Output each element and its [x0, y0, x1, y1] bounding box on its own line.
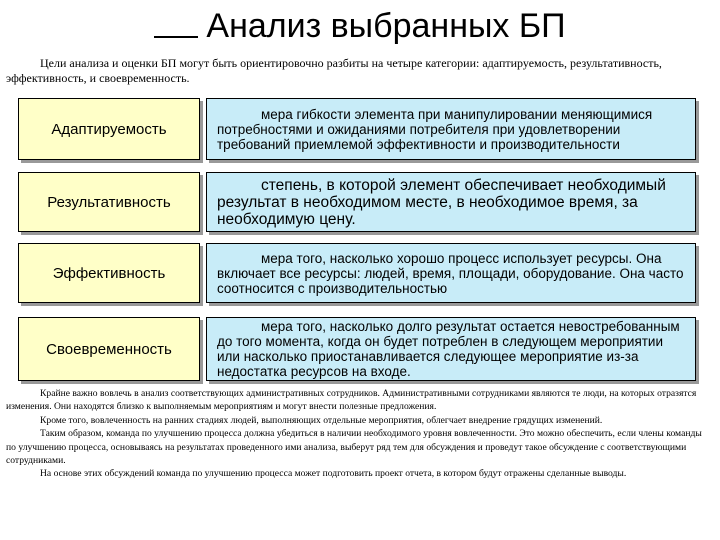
category-definition: мера гибкости элемента при манипулировании меняющимися потребностями и ожиданиями потребителя при удовлетворении требований приемлемой эффективности и производительности [206, 98, 696, 160]
notes-paragraph: На основе этих обсуждений команда по улучшению процесса может подготовить проект отчета, в котором будут отражены сделанные выводы. [40, 468, 627, 480]
category-definition: мера того, насколько хорошо процесс использует ресурсы. Она включает все ресурсы: людей, время, площади, оборудование. Она часто соотносится с производительностью [206, 243, 696, 303]
title-underline-decoration [154, 6, 198, 38]
slide-title-text: Анализ выбранных БП [206, 7, 566, 45]
category-term: Результативность [18, 172, 200, 232]
category-row-timeliness [18, 317, 696, 381]
category-definition: степень, в которой элемент обеспечивает необходимый результат в необходимом месте, в необходимое время, за необходимую цену. [206, 172, 696, 232]
notes-paragraph: Кроме того, вовлеченность на ранних стадиях людей, выполняющих отдельные мероприятия, облегчает внедрение грядущих изменений. [40, 414, 603, 426]
category-term: Эффективность [18, 243, 200, 303]
notes-section [6, 387, 714, 481]
category-definition: мера того, насколько долго результат остается невостребованным до того момента, когда он будет потреблен в следующем мероприятии или насколько приостанавливается следующее мероприятие из-за недостатка ресурсов на входе. [206, 317, 696, 381]
category-term: Своевременность [18, 317, 200, 381]
slide-title [0, 6, 720, 46]
category-row-effectiveness [18, 172, 696, 232]
category-row-efficiency [18, 243, 696, 303]
intro-paragraph: Цели анализа и оценки БП могут быть ориентировочно разбиты на четыре категории: адаптируемость, результативность, эффективность, и своевременность. [6, 56, 662, 85]
notes-paragraph: Крайне важно вовлечь в анализ соответствующих административных сотрудников. Административными сотрудниками являются те люди, на которых отразятся изменения. Они находятся близко к выполняемым мероприятиям и могут внести полезные предложения. [6, 388, 697, 413]
category-term: Адаптируемость [18, 98, 200, 160]
category-row-adaptability [18, 98, 696, 160]
notes-paragraph: Таким образом, команда по улучшению процесса должна убедиться в наличии необходимого уровня вовлеченности. Это можно обеспечить, если члены команды по улучшению процесса, основываясь на результатах проведенного ими анализа, выберут ряд тем для обсуждения и проведут такое обсуждение с соответствующими сотрудниками. [6, 428, 702, 467]
